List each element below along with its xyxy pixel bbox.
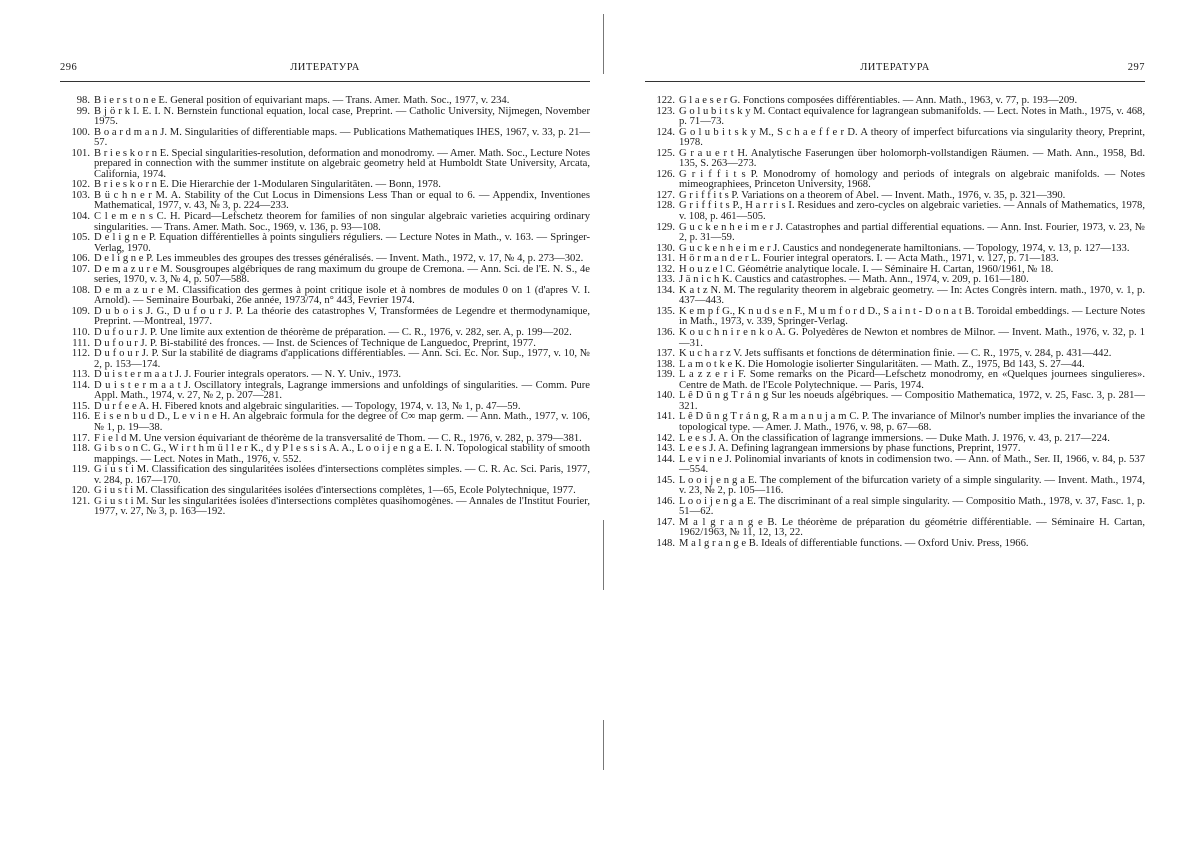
entry-text: L e e s J. A. Defining lagrangean immersions by phase functions, Preprint, 1977.: [679, 443, 1021, 455]
entry-text: D u b o i s J. G., D u f o u r J. P. La théorie des catastrophes V, Transformées de Legendre et thermodynamique, Preprint. —Montreal, 1977.: [94, 305, 590, 328]
entry-text: L o o i j e n g a E. The complement of the bifurcation variety of a simple singularity. — Invent. Math., 1974, v. 23, № 2, p. 105—116.: [679, 474, 1145, 497]
entry-number: 138.: [656, 358, 675, 370]
entry-number: 140.: [656, 390, 675, 402]
entry-number: 137.: [656, 348, 675, 360]
entry-text: C l e m e n s C. H. Picard—Lefschetz theorem for families of non singular algebraic varieties acquiring ordinary singularities. — Trans. Amer. Math. Soc., 1969, v. 136, p. 93—108.: [94, 211, 590, 233]
entry-number: 110.: [71, 327, 90, 339]
bibliography-entry: [60, 328, 590, 339]
entry-text: G i b s o n C. G., W i r t h m ü l l e r K., d y P l e s s i s A. A., L o o i j e n g a E. I. N. Topological stability of smooth mappings. — Lect. Notes in Math., 1976, v. 552.: [94, 443, 590, 465]
entry-text: K o u c h n i r e n k o A. G. Polyedères de Newton et nombres de Milnor. — Invent. Math., 1976, v. 32, p. 1—31.: [679, 327, 1145, 349]
entry-number: 118.: [71, 443, 90, 455]
entry-text: D u i s t e r m a a t J. J. Fourier integrals operators. — N. Y. Univ., 1973.: [94, 369, 402, 381]
entry-text: D e l i g n e P. Les immeubles des groupes des tresses généralisés. — Invent. Math., 1972, v. 17, № 4, p. 273—302.: [94, 253, 584, 265]
bibliography-entry: [60, 265, 590, 286]
entry-number: 111.: [72, 337, 90, 349]
entry-number: 103.: [71, 189, 90, 201]
entry-number: 135.: [656, 305, 675, 317]
page-fold-line: [603, 14, 604, 74]
right-page-header: [645, 62, 1145, 76]
entry-text: B ü c h n e r M. A. Stability of the Cut Locus in Dimensions Less Than or equal to 6. — Appendix, Inventiones Mathematical, 1977, v. 43, № 3, p. 224—233.: [94, 189, 590, 212]
entry-text: M a l g r a n g e B. Ideals of differentiable functions. — Oxford Univ. Press, 1966.: [679, 537, 1029, 549]
entry-text: B o a r d m a n J. M. Singularities of differentiable maps. — Publications Mathematiques IHES, 1967, v. 33, p. 21—57.: [94, 126, 590, 149]
bibliography-entry: [60, 381, 590, 402]
entry-number: 141.: [656, 411, 675, 423]
entry-text: D u f o u r J. P. Une limite aux extention de théorème de préparation. — C. R., 1976, v. 282, ser. A, p. 199—202.: [94, 327, 572, 339]
entry-number: 109.: [71, 305, 90, 317]
entry-number: 102.: [71, 179, 90, 191]
entry-number: 147.: [656, 516, 675, 528]
bibliography-entry: [645, 412, 1145, 433]
entry-number: 107.: [71, 263, 90, 275]
bibliography-entry: [60, 96, 590, 107]
entry-number: 148.: [656, 537, 675, 549]
entry-number: 127.: [656, 189, 675, 201]
entry-number: 114.: [71, 379, 90, 391]
bibliography-entry: [60, 497, 590, 518]
entry-text: L a z z e r i F. Some remarks on the Picard—Lefschetz monodromy, en «Quelques journees singulieres». Centre de Math. de l'Ecole Polytechnique. — Paris, 1974.: [679, 369, 1145, 391]
entry-text: M a l g r a n g e B. Le théorème de préparation du géométrie différentiable. — Séminaire H. Cartan, 1962/1963, № 11, 12, 13, 22.: [679, 516, 1145, 539]
bibliography-entry: [60, 107, 590, 128]
entry-number: 134.: [656, 284, 675, 296]
left-page: [60, 0, 590, 848]
entry-number: 101.: [71, 147, 90, 159]
entry-text: L ê D ũ n g T r á n g, R a m a n u j a m C. P. The invariance of Milnor's number implies the invariance of the topological type. — Amer. J. Math., 1976, v. 98, p. 67—68.: [679, 411, 1145, 433]
entry-number: 128.: [656, 200, 675, 212]
right-page-number: 297: [1127, 62, 1145, 73]
entry-number: 120.: [71, 485, 90, 497]
right-running-head: ЛИТЕРАТУРА: [860, 62, 930, 73]
left-page-number: 296: [60, 62, 78, 73]
entry-number: 142.: [656, 432, 675, 444]
entry-text: F i e l d M. Une version équivariant de théorème de la transversalité de Thom. — C. R., 1976, v. 282, p. 379—381.: [94, 432, 582, 444]
bibliography-entry: [60, 307, 590, 328]
bibliography-entry: [60, 412, 590, 433]
entry-number: 121.: [71, 495, 90, 507]
entry-number: 133.: [656, 274, 675, 286]
entry-number: 144.: [656, 453, 675, 465]
bibliography-entry: [645, 444, 1145, 455]
entry-text: G r i f f i t s P. Monodromy of homology and periods of integrals on algebraic manifolds. — Notes mimeographiees, Princeton University, 1968.: [679, 168, 1145, 191]
entry-number: 126.: [656, 168, 675, 180]
entry-number: 136.: [656, 327, 675, 339]
entry-number: 132.: [656, 263, 675, 275]
entry-text: G o l u b i t s k y M. Contact equivalence for lagrangean submanifolds. — Lect. Notes in Math., 1975, v. 468, p. 71—73.: [679, 105, 1145, 128]
entry-number: 117.: [71, 432, 90, 444]
bibliography-entry: [645, 518, 1145, 539]
entry-text: G r i f f i t s P., H a r r i s I. Residues and zero-cycles on algebraic varieties. — Annals of Mathematics, 1978, v. 108, p. 461—505.: [679, 200, 1145, 223]
bibliography-entry: [60, 212, 590, 233]
bibliography-entry: [645, 107, 1145, 128]
entry-text: D e m a z u r e M. Classification des germes à point critique isole et à nombres de modules 0 on 1 (d'apres V. I. Arnold). — Seminaire Bourbaki, 26e année, 1973/74, n° 443, Fevrier 1974.: [94, 284, 590, 307]
entry-text: H o u z e l C. Géométrie analytique locale. I. — Séminaire H. Cartan, 1960/1961, № 18.: [679, 263, 1054, 275]
entry-number: 116.: [71, 411, 90, 423]
entry-number: 125.: [656, 147, 675, 159]
entry-text: E i s e n b u d D., L e v i n e H. An algebraic formula for the degree of C∞ map germ. — Ann. Math., 1977, v. 106, № 1, p. 19—38.: [94, 411, 590, 433]
bibliography-entry: [60, 128, 590, 149]
left-header-rule: [60, 81, 590, 82]
entry-text: L a m o t k e K. Die Homologie isolierter Singularitäten. — Math. Z., 1975, Bd 143, S. 27—44.: [679, 358, 1085, 370]
bibliography-entry: [60, 349, 590, 370]
entry-text: G i u s t i M. Sur les singularitées isolées d'intersections complètes quasihomogènes. — Annales de l'Institut Fourier, 1977, v. 27, № 3, p. 163—192.: [94, 495, 590, 518]
entry-text: G i u s t i M. Classification des singularitées isolées d'intersections complètes simples. — C. R. Ac. Sci. Paris, 1977, v. 284, p. 167—170.: [94, 464, 590, 486]
entry-text: K u c h a r z V. Jets suffisants et fonctions de détermination finie. — C. R., 1975, v. 284, p. 431—442.: [679, 348, 1112, 360]
bibliography-entry: [645, 328, 1145, 349]
entry-text: D u f o u r J. P. Bi-stabilité des fronces. — Inst. de Sciences of Technique de Languedoc, Preprint, 1977.: [94, 337, 536, 349]
entry-number: 124.: [656, 126, 675, 138]
bibliography-entry: [645, 96, 1145, 107]
entry-text: K e m p f G., K n u d s e n F., M u m f o r d D., S a i n t - D o n a t B. Toroidal embeddings. — Lecture Notes in Math., 1973, v. 339, Springer-Verlag.: [679, 305, 1145, 328]
entry-text: G u c k e n h e i m e r J. Caustics and nondegenerate hamiltonians. — Topology, 1974, v. 13, p. 127—133.: [679, 242, 1130, 254]
page-fold-line: [603, 520, 604, 590]
entry-text: L e e s J. A. On the classification of lagrange immersions. — Duke Math. J. 1976, v. 43, p. 217—224.: [679, 432, 1110, 444]
entry-text: D e l i g n e P. Equation différentielles à points singuliers réguliers. — Lecture Notes in Math., v. 163. — Springer-Verlag, 1970.: [94, 232, 590, 254]
right-bibliography-list: [645, 96, 1145, 550]
bibliography-entry: [645, 539, 1145, 550]
entry-number: 108.: [71, 284, 90, 296]
entry-text: L o o i j e n g a E. The discriminant of a real simple singularity. — Compositio Math., 1978, v. 37, Fasc. 1, p. 51—62.: [679, 495, 1145, 518]
bibliography-entry: [645, 370, 1145, 391]
entry-text: B i e r s t o n e E. General position of equivariant maps. — Trans. Amer. Math. Soc., 1977, v. 234.: [94, 95, 510, 106]
entry-text: G r i f f i t s P. Variations on a theorem of Abel. — Invent. Math., 1976, v. 35, p. 321—390.: [679, 189, 1066, 201]
entry-text: G o l u b i t s k y M., S c h a e f f e r D. A theory of imperfect bifurcations via singularity theory, Preprint, 1978.: [679, 126, 1145, 149]
bibliography-entry: [645, 455, 1145, 476]
entry-text: J ä n i c h K. Caustics and catastrophes. — Math. Ann., 1974, v. 209, p. 161—180.: [679, 274, 1029, 286]
bibliography-entry: [645, 201, 1145, 222]
entry-number: 106.: [71, 253, 90, 265]
right-header-rule: [645, 81, 1145, 82]
entry-number: 130.: [656, 242, 675, 254]
bibliography-entry: [645, 476, 1145, 497]
entry-text: G r a u e r t H. Analytische Faserungen über holomorph-vollstandigen Räumen. — Math. Ann., 1958, Bd. 135, S. 263—273.: [679, 147, 1145, 170]
entry-number: 143.: [656, 443, 675, 455]
bibliography-entry: [60, 444, 590, 465]
bibliography-entry: [645, 497, 1145, 518]
entry-number: 122.: [656, 95, 675, 106]
entry-text: H ö r m a n d e r L. Fourier integral operators. I. — Acta Math., 1971, v. 127, p. 71—183.: [679, 253, 1059, 265]
entry-text: D u i s t e r m a a t J. Oscillatory integrals, Lagrange immersions and unfoldings of singularities. — Comm. Pure Appl. Math., 1974, v. 27, № 2, p. 207—281.: [94, 379, 590, 402]
entry-number: 112.: [71, 348, 90, 360]
bibliography-entry: [645, 391, 1145, 412]
entry-number: 123.: [656, 105, 675, 117]
entry-text: D u r f e e A. H. Fibered knots and algebraic singularities. — Topology, 1974, v. 13, № 1, p. 47—59.: [94, 400, 521, 412]
left-bibliography-list: [60, 96, 590, 518]
entry-number: 119.: [71, 464, 90, 476]
entry-text: G l a e s e r G. Fonctions composées différentiables. — Ann. Math., 1963, v. 77, p. 193—209.: [679, 95, 1078, 106]
entry-number: 104.: [71, 211, 90, 223]
bibliography-entry: [645, 128, 1145, 149]
bibliography-entry: [60, 465, 590, 486]
bibliography-entry: [645, 286, 1145, 307]
entry-number: 98.: [76, 95, 90, 106]
page-fold-line: [603, 720, 604, 770]
entry-text: B j ö r k I. E. I. N. Bernstein functional equation, local case, Preprint. — Catholic University, Nijmegen, November 1975.: [94, 105, 590, 128]
bibliography-entry: [60, 233, 590, 254]
entry-text: L e v i n e J. Polinomial invariants of knots in codimension two. — Ann. of Math., Ser. II, 1966, v. 84, p. 537—554.: [679, 453, 1145, 476]
entry-number: 100.: [71, 126, 90, 138]
entry-number: 139.: [656, 369, 675, 381]
entry-number: 99.: [76, 105, 90, 117]
entry-number: 146.: [656, 495, 675, 507]
bibliography-entry: [645, 223, 1145, 244]
entry-number: 105.: [71, 232, 90, 244]
entry-number: 113.: [71, 369, 90, 381]
entry-text: K a t z N. M. The regularity theorem in algebraic geometry. — In: Actes Congrès intern. math., 1970, v. 1, p. 437—443.: [679, 284, 1145, 307]
bibliography-entry: [645, 307, 1145, 328]
entry-number: 129.: [656, 221, 675, 233]
left-page-header: [60, 62, 590, 76]
entry-text: D e m a z u r e M. Sousgroupes algébriques de rang maximum du groupe de Cremona. — Ann. Sci. de l'E. N. S., 4e series, 1970, v. 3, № 4, p. 507—588.: [94, 263, 590, 286]
left-running-head: ЛИТЕРАТУРА: [290, 62, 360, 73]
bibliography-entry: [60, 286, 590, 307]
entry-text: B r i e s k o r n E. Die Hierarchie der 1-Modularen Singularitäten. — Bonn, 1978.: [94, 179, 441, 191]
right-page: [645, 0, 1145, 848]
entry-text: G i u s t i M. Classification des singularitées isolées d'intersections complètes, 1—65, Ecole Polytechnique, 1977.: [94, 485, 576, 497]
entry-text: D u f o u r J. P. Sur la stabilité de diagrams d'applications différentiables. — Ann. Sci. Ec. Nor. Sup., 1977, v. 10, № 2, p. 153—174.: [94, 348, 590, 370]
bibliography-entry: [60, 191, 590, 212]
entry-text: L ê D ũ n g T r á n g Sur les noeuds algébriques. — Compositio Mathematica, 1972, v. 25, Fasc. 3, p. 281—321.: [679, 390, 1145, 412]
entry-number: 145.: [656, 474, 675, 486]
bibliography-entry: [645, 170, 1145, 191]
bibliography-entry: [60, 149, 590, 181]
entry-number: 131.: [656, 253, 675, 265]
entry-number: 115.: [71, 400, 90, 412]
bibliography-entry: [645, 149, 1145, 170]
entry-text: B r i e s k o r n E. Special singularities-resolution, deformation and monodromy. — Amer. Math. Soc., Lecture Notes prepared in connection with the summer institute on algebraic geometry held at Humboldt State University, Arcata, California, 1974.: [94, 147, 590, 180]
entry-text: G u c k e n h e i m e r J. Catastrophes and partial differential equations. — Ann. Inst. Fourier, 1973, v. 23, № 2, p. 31—59.: [679, 221, 1145, 244]
